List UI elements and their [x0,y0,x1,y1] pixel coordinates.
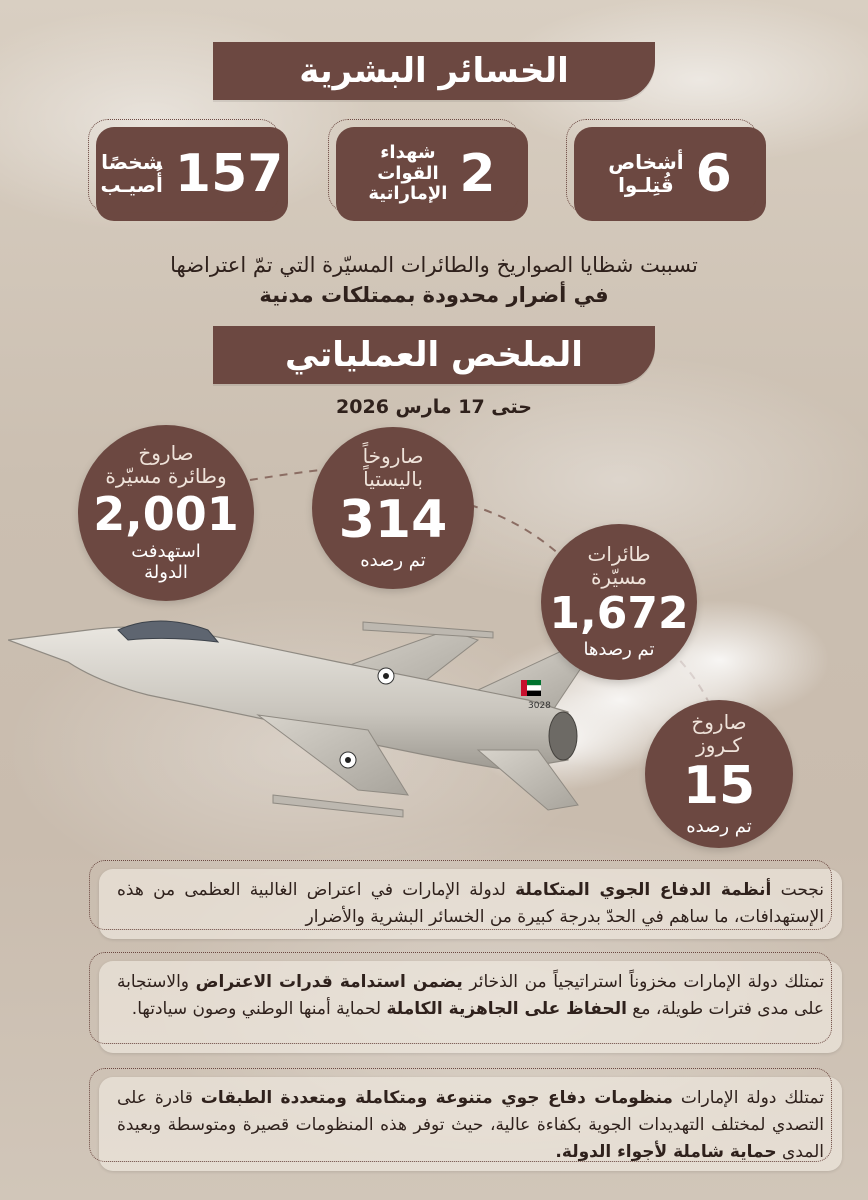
injured-number: 157 [174,144,284,204]
drones-label2: مسيّرة [590,565,648,590]
info-box-air-defense [99,869,842,939]
info-1-text-b: لدولة الإمارات في اعتراض الغالبية العظمى من هذه الإستهدافات، ما ساهم في الحدّ بدرجة كبيرة من الخسائر البشرية والأضرار [117,880,824,928]
cruise-sub1: تم رصده [686,815,752,837]
info-3-bold-a: منظومات دفاع جوي متنوعة ومتكاملة ومتعددة الطبقات [200,1088,673,1108]
drones-label1: طائرات [587,542,651,567]
drones-sub1: تم رصدها [583,639,655,661]
ballistic-label2: باليستياً [363,466,423,491]
ballistic-number: 314 [338,489,448,550]
drones-circle [541,524,697,680]
martyrs-label-line2: القوات [377,162,439,184]
info-1-text-a: نجحت [771,880,824,900]
operations-date: حتى 17 مارس 2026 [336,396,532,418]
damage-note-line1: تسببت شظايا الصواريخ والطائرات المسيّرة التي تمّ اعتراضها [170,253,698,277]
fighter-jet-illustration [8,600,628,860]
damage-note-line2: في أضرار محدودة بممتلكات مدنية [259,283,609,307]
killed-number: 6 [695,144,732,204]
cruise-number: 15 [682,755,756,816]
info-2-text-b: والاستجابة على مدى فترات طويلة، مع [117,972,824,1020]
operations-title: الملخص العملياتي [285,335,583,375]
info-2-text-c: لحماية أمنها الوطني وصون سيادتها. [131,999,387,1020]
killed-label-line1: أشخاص [608,150,684,174]
ballistic-missiles-circle [312,427,474,589]
info-dotted-outline [89,952,832,1044]
info-2-text-a: تمتلك دولة الإمارات مخزوناً استراتيجياً من الذخائر [462,972,825,992]
info-3-bold-b: حماية شاملة لأجواء الدولة. [555,1142,777,1163]
injured-label-line2: أُصيـب [100,173,163,197]
total-targets-label1: صاروخ [138,441,194,466]
killed-label-line2: قُتِلـوا [618,173,674,197]
total-targets-sub1: استهدفت [131,540,201,562]
ballistic-sub1: تم رصده [360,549,426,571]
total-targets-number: 2,001 [93,487,239,542]
tail-number: 3028 [528,701,551,711]
info-3-text-b: قادرة على التصدي لمختلف التهديدات الجوية بكفاءة عالية، حيث توفر هذه المنظومات قصيرة ومتوسطة وبعيدة المدى [117,1088,824,1163]
martyrs-label-line1: شهداء [380,141,436,163]
martyrs-label-line3: الإماراتية [368,183,448,205]
cruise-missiles-circle [645,700,793,848]
martyrs-number: 2 [459,144,496,204]
info-1-bold-a: أنظمة الدفاع الجوي المتكاملة [515,880,772,900]
info-2-bold-a: يضمن استدامة قدرات الاعتراض [195,972,463,992]
total-targets-circle [78,425,254,601]
ballistic-label1: صاروخاً [362,443,424,468]
total-targets-label2: وطائرة مسيّرة [105,464,227,489]
info-box-systems [99,1077,842,1171]
human-losses-title: الخسائر البشرية [299,51,569,91]
info-2-bold-b: الحفاظ على الجاهزية الكاملة [386,999,627,1020]
total-targets-sub2: الدولة [144,562,188,584]
cruise-label1: صاروخ [691,709,747,734]
drones-number: 1,672 [549,588,689,640]
info-box-stockpile [99,961,842,1053]
injured-label-line1: شخصًا [101,150,163,174]
info-3-text-a: تمتلك دولة الإمارات [672,1088,824,1108]
cruise-label2: كـروز [696,732,742,757]
